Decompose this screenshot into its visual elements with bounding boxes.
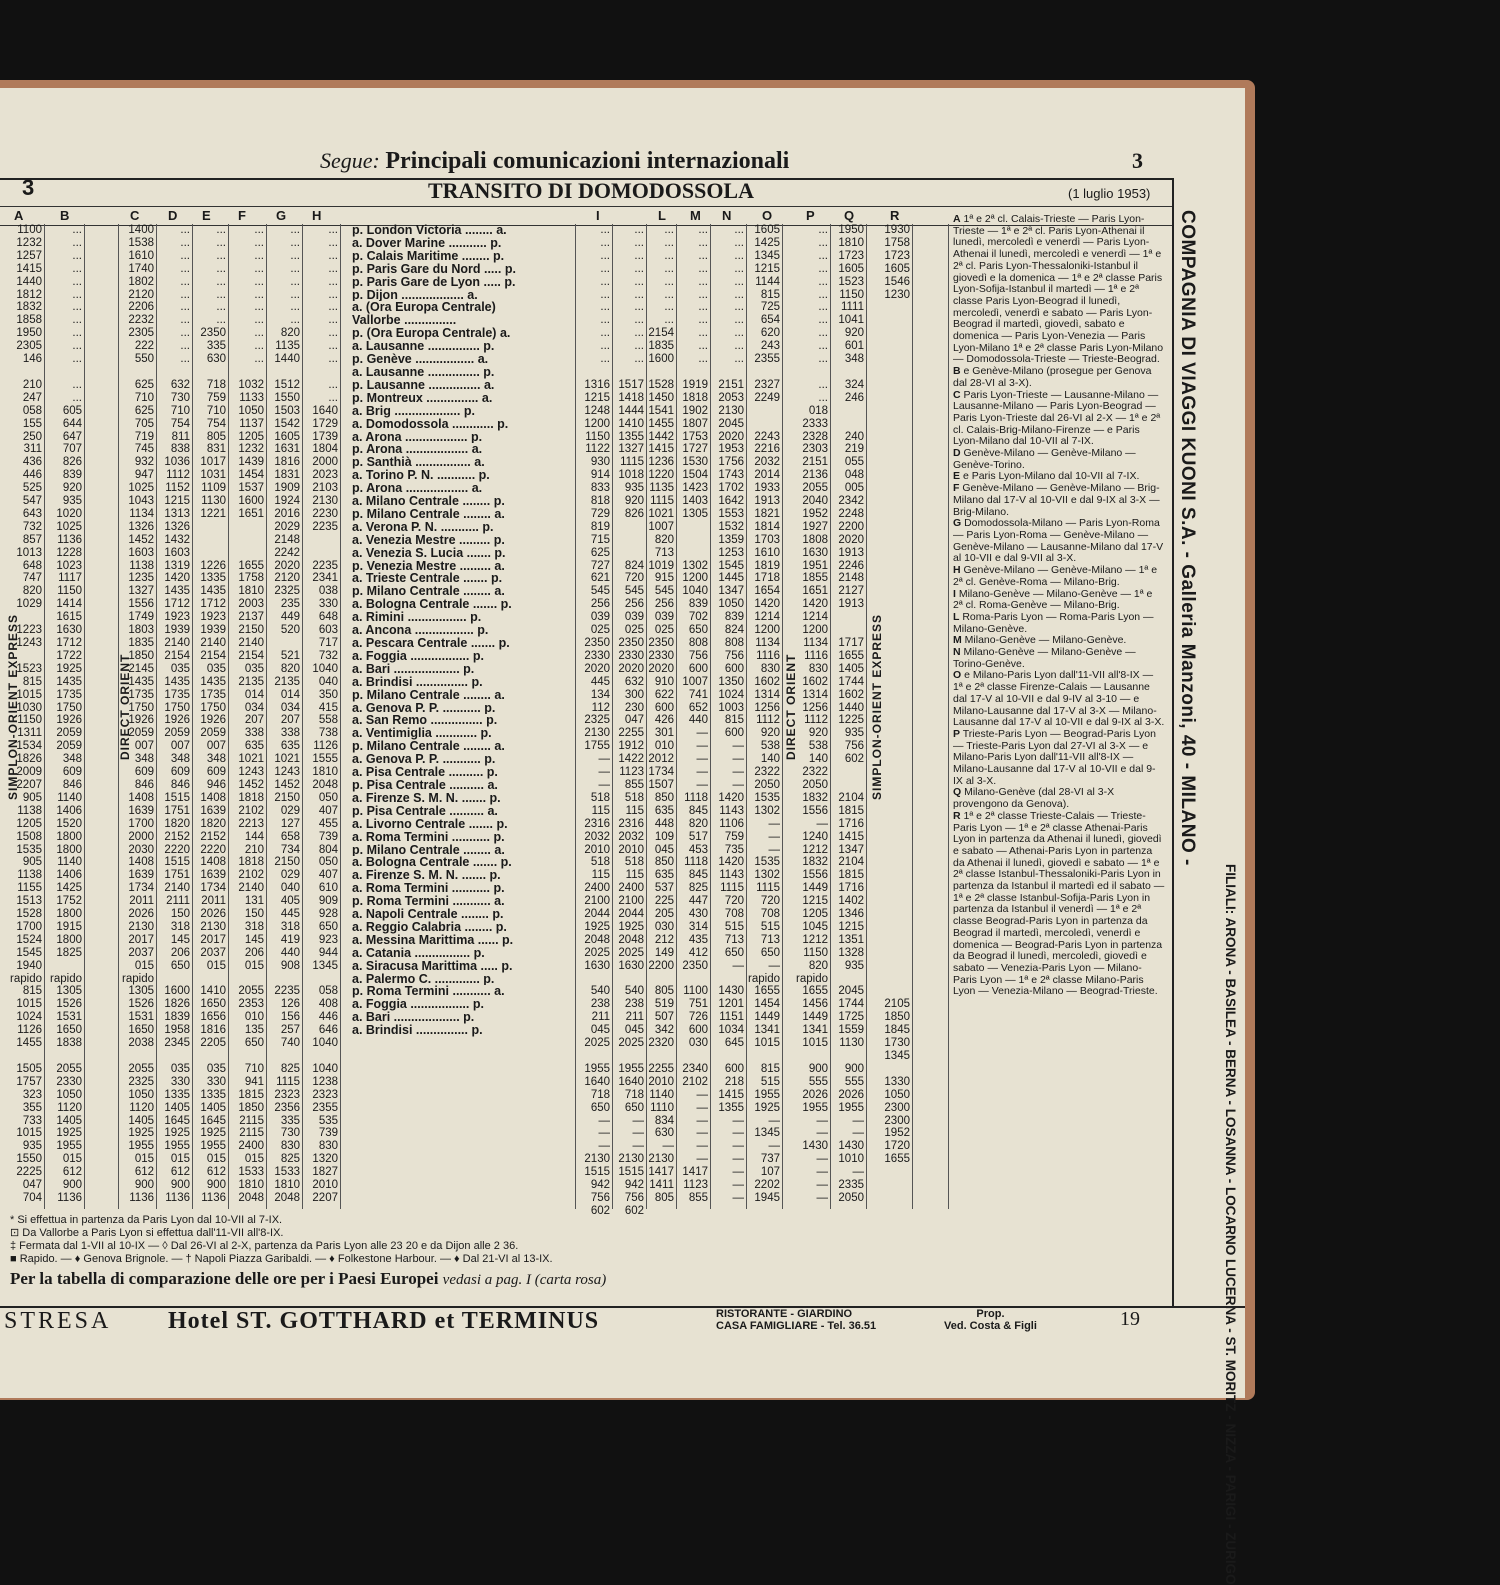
col-divider <box>746 224 747 1209</box>
col-divider <box>676 224 677 1209</box>
station-row: a. Livorno Centrale ....... p. <box>352 817 508 831</box>
advert-hotel: Hotel ST. GOTTHARD et TERMINUS <box>168 1308 600 1334</box>
station-row: a. Torino P. N. ........... p. <box>352 469 490 483</box>
page-number-bottom: 19 <box>1120 1308 1140 1330</box>
station-row: a. Roma Termini ........... p. <box>352 882 505 896</box>
col-header-C: C <box>130 208 140 223</box>
station-row: a. Ventimiglia ............ p. <box>352 727 492 741</box>
station-row: a. Domodossola ............ p. <box>352 417 509 431</box>
times-col-Q: ... ... ... ... ... ... ... ... ... ... ... ... ... 018 2333 2328 2303 2151 2136 2055 2040 1952 1927 1808 1630 1951 1855 1651 1420 1214 1200 1134 1116 830 1602 1314 1256 1112 920 538 140 2322 2050 1832 1556 — 1240 1212 1832 1556 1449 1215 1205 1045 1212 1150 820 rapido 1655 1456 1449 1341 1015 900 555 2026 1955 — — 1430 — — — — <box>796 224 828 1204</box>
station-row: a. Venezia S. Lucia ....... p. <box>352 546 506 560</box>
note-key: Q <box>953 786 962 799</box>
note-text: Paris Lyon-Trieste — Lausanne-Milano — Lausanne-Milano — Paris Lyon-Beograd — Paris Lyon-Trieste dal 26-VI al 2-X — 1ª e 2ª cl. Calais-Brig-Milano-Firenze — e Paris Lyon-Milano dal 10-VII al 7-IX. <box>953 388 1161 448</box>
station-row: a. Bologna Centrale ....... p. <box>352 598 512 612</box>
station-row: p. Venezia Mestre ......... a. <box>352 559 505 573</box>
times-col-R: 1950 1810 1723 1605 1523 1150 1111 1041 920 601 348 324 246 240 219 055 048 005 2342 2248 2200 2020 1913 2246 2148 2127 1913 1717 1655 1405 1744 1602 1440 1225 935 756 602 2104 1815 1716 1415 1347 2104 1815 1716 1402 1346 1215 1351 1328 935 2045 1744 1725 1559 1130 900 555 2026 1955 — — 1430 1010 — 2335 2050 <box>838 224 864 1204</box>
station-row: p. Santhià ................ a. <box>352 456 485 470</box>
direct-orient-label-left: DIRECT ORIENT <box>118 653 132 760</box>
note-text: Milano-Genève — Milano-Genève — Torino-Genève. <box>953 646 1136 670</box>
station-row: a. Genova P. P. ........... p. <box>352 753 496 767</box>
note-key: C <box>953 388 961 401</box>
col-header-R: R <box>890 208 900 223</box>
note-entry <box>953 729 1165 788</box>
col-header-A: A <box>14 208 24 223</box>
col-divider <box>302 224 303 1209</box>
col-divider <box>948 224 949 1209</box>
train-notes <box>953 214 1165 998</box>
footnote-line: ■ Rapido. — ♦ Genova Brignole. — † Napoli Piazza Garibaldi. — ♦ Folkestone Harbour. — ♦ Dal 21-VI al 13-IX. <box>10 1253 553 1265</box>
times-col-B: ... ... ... ... ... ... ... ... ... ... ... ... ... 605 644 647 707 826 839 920 935 1020 1025 1136 1228 1023 1117 1150 1414 1615 1630 1712 1722 1925 1435 1735 1750 1926 2059 2059 348 609 846 1140 1406 1520 1800 1800 1140 1406 1425 1752 1800 1915 1800 1825 rapido 1305 1526 1531 1650 1838 2055 2330 1050 1120 1405 1925 1955 015 612 900 1136 <box>50 224 82 1204</box>
note-entry <box>953 483 1165 518</box>
station-row: a. Brindisi ............... p. <box>352 675 483 689</box>
table-number: 3 <box>22 175 35 200</box>
station-row: a. Messina Marittima ...... p. <box>352 933 514 947</box>
col-header-F: F <box>238 208 246 223</box>
station-row: p. Pisa Centrale .......... a. <box>352 778 498 792</box>
station-row: a. Pisa Centrale .......... p. <box>352 766 498 779</box>
station-row: a. Bologna Centrale ....... p. <box>352 856 512 870</box>
station-row: p. Montreux ............... a. <box>352 391 493 405</box>
branches-band <box>1200 178 1240 1585</box>
col-header-H: H <box>312 208 322 223</box>
note-text: 1ª e 2ª classe Trieste-Calais — Trieste-Paris Lyon — 1ª e 2ª classe Athenai-Paris Lyon in partenza da Athenai il lunedì, giovedì e sabato — Athenai-Paris Lyon in partenza da Athenai il lunedì, giovedì e sabato — 1ª e 2ª classe Istanbul-Thessaloniki-Paris Lyon in partenza da Istanbul il martedì ed il sabato — 1ª e 2ª classe Istanbul-Sofija-Paris Lyon in partenza da Istanbul il venerdì — 1ª e 2ª classe Beograd-Paris Lyon in partenza da Beograd il martedì, mercoledì, venerdì e domenica — Beograd-Paris Lyon in partenza da Beograd il lunedì, mercoledì, giovedì e sabato — Venezia-Paris Lyon — Milano-Paris Lyon — 1ª e 2ª classe Milano-Paris Lyon — Venezia-Milano — Beograd-Trieste. <box>953 809 1165 998</box>
times-col-I: ... ... ... ... ... ... ... ... ... ... ... 1316 1215 1248 1200 1150 1122 930 914 833 818 729 819 715 625 727 621 545 256 039 025 2350 2330 2020 445 134 112 2325 2130 1755 — — — 518 115 2316 2032 2010 518 115 2400 2100 2044 1925 2048 2025 1630 540 238 211 045 2025 1955 1640 718 650 — — — 2130 1515 942 756 602 <box>584 224 610 1217</box>
note-text: Domodossola-Milano — Paris Lyon-Roma — Paris Lyon-Roma — Genève-Milano — Genève-Milano — Lausanne-Milano dal 17-V al 10-VII e dal 9-VII al 3-X. <box>953 517 1164 565</box>
note-key: F <box>953 482 960 495</box>
note-text: Trieste-Paris Lyon — Beograd-Paris Lyon — Trieste-Paris Lyon dal 27-VI al 3-X — e Milano-Paris Lyon dall'11-VII all'8-IX — Milano-Lausanne dal 17-V al 10-VII e dal 9-IX al 3-X. <box>953 727 1156 787</box>
col-divider <box>156 224 157 1209</box>
note-key: M <box>953 634 962 647</box>
note-text: Milano-Genève (dal 28-VI al 3-X provengono da Genova). <box>953 786 1115 811</box>
station-row: a. Genova P. P. ........... p. <box>352 701 496 715</box>
table-date: (1 luglio 1953) <box>1068 186 1151 201</box>
note-entry <box>953 448 1165 471</box>
station-row: p. Paris Gare du Nord ..... p. <box>352 262 516 276</box>
note-key: L <box>953 610 960 623</box>
station-row: p. Roma Termini ........... a. <box>352 895 505 909</box>
station-row: a. Foggia ................. p. <box>352 998 484 1012</box>
station-row: a. Firenze S. M. N. ....... p. <box>352 869 501 883</box>
note-text: Milano-Genève — Milano-Genève — 1ª e 2ª cl. Roma-Genève — Milano-Brig. <box>953 587 1153 612</box>
note-text: Roma-Paris Lyon — Roma-Paris Lyon — Milano-Genève. <box>953 610 1154 635</box>
station-row: a. Catania ................ p. <box>352 946 485 960</box>
advert-restaurant <box>716 1308 876 1332</box>
note-key: R <box>953 809 961 822</box>
note-entry <box>953 670 1165 729</box>
col-header-L: L <box>658 208 666 223</box>
station-row: a. Napoli Centrale ........ p. <box>352 908 504 921</box>
running-head <box>0 148 1240 176</box>
advert-line1: RISTORANTE - GIARDINO <box>716 1308 853 1320</box>
note-key: P <box>953 727 961 740</box>
station-row: a. Firenze S. M. N. ....... p. <box>352 791 501 805</box>
times-col-F: ... ... ... ... ... ... ... ... ... ... ... 1032 1133 1050 1137 1205 1232 1439 1454 1537 1600 1651 1655 1758 1810 2003 2137 2150 2140 2154 035 2135 014 034 207 338 635 1021 1243 1452 1818 2102 2213 144 210 1818 2102 2140 131 150 318 145 206 015 2055 2353 010 135 650 710 941 1815 1850 2115 2115 2400 015 1533 1810 2048 <box>238 224 264 1204</box>
station-row: a. Lausanne ............... p. <box>352 365 495 379</box>
col-divider <box>228 224 229 1209</box>
station-row: a. Verona P. N. ........... p. <box>352 520 494 534</box>
col-divider <box>830 224 831 1209</box>
note-entry <box>953 390 1165 449</box>
station-row: p. Dijon .................. a. <box>352 288 478 302</box>
footnotes <box>10 1214 950 1291</box>
station-row: a. Siracusa Marittima ..... p. <box>352 959 513 973</box>
station-row: p. Paris Gare de Lyon ..... p. <box>352 275 516 289</box>
station-row: a. Reggio Calabria ........ p. <box>352 920 507 934</box>
station-row: a. Ancona ................. p. <box>352 624 489 637</box>
comparison-note <box>10 1268 950 1291</box>
note-entry <box>953 787 1165 810</box>
table-title: TRANSITO DI DOMODOSSOLA <box>428 178 754 203</box>
station-row: a. Lausanne ............... p. <box>352 340 495 354</box>
advert-proprietor <box>944 1308 1037 1332</box>
station-row: a. Roma Termini ........... p. <box>352 830 505 844</box>
page-number-top: 3 <box>1132 148 1143 173</box>
section-title: Principali comunicazioni internazionali <box>385 148 790 174</box>
note-entry <box>953 589 1165 612</box>
note-text: e Genève-Milano (prosegue per Genova dal 28-VI al 3-X). <box>953 365 1152 389</box>
col-divider <box>340 224 341 1209</box>
times-col-A: 1100 1232 1257 1415 1440 1812 1832 1858 1950 2305 146 210 247 058 155 250 311 436 446 525 547 643 732 857 1013 648 747 820 1029 1223 1243 1523 815 1015 1030 1150 1311 1534 1826 2009 2207 905 1138 1205 1508 1535 905 1138 1155 1513 1528 1700 1524 1545 1940 rapido 815 1015 1024 1126 1455 1505 1757 323 355 733 1015 935 1550 2225 047 704 <box>10 224 42 1204</box>
comparison-note-bold: Per la tabella di comparazione delle ore per i Paesi Europei <box>10 1269 439 1288</box>
note-text: e Milano-Paris Lyon dall'11-VII all'8-IX — 1ª e 2ª classe Firenze-Calais — Lausanne dal 17-V al 10-VII e dal 9-IV al 3-10 — e Milano-Lausanne dal 17-V al 3-X — Milano-Lausanne dal 17-V al 10-VII e dal 9-IX al 3-X. <box>953 669 1165 729</box>
advert-prop-name: Ved. Costa & Figli <box>944 1320 1037 1332</box>
note-key: E <box>953 470 961 483</box>
station-row: p. Genève ................. a. <box>352 353 489 366</box>
station-row: p. Calais Maritime ........ p. <box>352 249 505 263</box>
col-header-E: E <box>202 208 211 223</box>
direct-orient-label-right: DIRECT ORIENT <box>784 653 798 760</box>
station-row: a. Trieste Centrale ....... p. <box>352 572 503 586</box>
times-col-C: 1400 1538 1610 1740 1802 2120 2206 2232 2305 222 550 625 710 625 705 719 745 932 947 1025 1043 1134 1326 1452 1603 1138 1235 1327 1556 1749 1803 1835 1850 2145 1435 1735 1750 1926 2059 007 348 609 846 1408 1639 1700 2000 2030 1408 1639 1734 2011 2026 2130 2017 2037 015 rapido 1305 1526 1531 1650 2038 2055 2325 1050 1120 1405 1925 1955 015 612 900 1136 <box>122 224 154 1204</box>
times-col-P: 1605 1425 1345 1215 1144 815 725 654 620 243 2355 2327 2249 2243 2216 2032 2014 1933 1913 1821 1814 1703 1610 1819 1718 1654 1420 1214 1200 1134 1116 830 1602 1314 1256 1112 920 538 140 2322 2050 1535 1302 — — — 1535 1302 1115 720 708 515 713 650 — rapido 1655 1454 1449 1341 1015 815 515 1955 1925 — 1345 — 737 107 2202 1945 <box>748 224 780 1204</box>
note-text: Genève-Milano — Genève-Milano — 1ª e 2ª cl. Genève-Roma — Milano-Brig. <box>953 564 1158 588</box>
note-text: Genève-Milano — Genève-Milano — Brig-Milano dal 17-V al 10-VII e dal 9-IX al 3-X — Brig-Milano. <box>953 482 1160 518</box>
station-row: p. London Victoria ........ a. <box>352 224 507 237</box>
note-entry <box>953 518 1165 565</box>
comparison-note-italic: vedasi a pag. I (carta rosa) <box>442 1272 607 1288</box>
note-entry <box>953 612 1165 635</box>
station-row: p. Milano Centrale ........ a. <box>352 688 505 702</box>
footnote-line: ⊡ Da Vallorbe a Paris Lyon si effettua dall'11-VII all'8-IX. <box>10 1227 284 1239</box>
col-header-D: D <box>168 208 178 223</box>
station-row: p. Milano Centrale ........ a. <box>352 843 505 857</box>
station-row: a. Brig ................... p. <box>352 404 475 418</box>
note-text: Milano-Genève — Milano-Genève. <box>964 634 1127 647</box>
note-text: Genève-Milano — Genève-Milano — Genève-Torino. <box>953 447 1136 471</box>
station-row: p. Pisa Centrale .......... a. <box>352 804 498 818</box>
note-entry <box>953 366 1165 389</box>
station-row: p. Milano Centrale ........ a. <box>352 507 505 521</box>
agency-text: COMPAGNIA DI VIAGGI KUONI S.A. - Galleria Manzoni, 40 - MILANO - <box>1177 210 1198 866</box>
col-divider <box>192 224 193 1209</box>
station-row: p. Milano Centrale ........ a. <box>352 585 505 599</box>
col-divider <box>782 224 783 1209</box>
col-header-I: I <box>596 208 600 223</box>
station-row: a. Arona .................. p. <box>352 430 483 444</box>
note-key: N <box>953 646 961 659</box>
note-entry <box>953 565 1165 588</box>
note-text: 1ª e 2ª cl. Calais-Trieste — Paris Lyon-Trieste — 1ª e 2ª cl. Paris Lyon-Athenai il lunedì, mercoledì e venerdì — Paris Lyon-Athenai il lunedì, mercoledì e venerdì — 1ª e 2ª cl. Paris Lyon-Thessaloniki-Istanbul il giovedì e la domenica — 1ª e 2ª classe Paris Lyon-Sofija-Istanbul il martedì — 1ª e 2ª classe Paris Lyon-Beograd il lunedì, mercoledì, venerdì e sabato — Paris Lyon-Beograd il martedì, giovedì, sabato e domenica — Paris Lyon-Venezia — Paris Lyon-Milano 1ª e 2ª classe Paris Lyon-Milano — Domodossola-Trieste — Trieste-Beograd. <box>953 213 1164 366</box>
station-row: a. Venezia Mestre ......... p. <box>352 533 505 547</box>
station-list <box>352 224 542 1037</box>
note-key: G <box>953 517 962 530</box>
station-row: a. San Remo ............... p. <box>352 714 498 728</box>
times-col-S: 1930 1758 1723 1605 1546 1230 2105 1850 1845 1730 1345 1330 1050 2300 2300 1952 1720 1655 <box>884 224 910 1166</box>
station-row: a. Bari ................... p. <box>352 662 475 676</box>
advert-prop-label: Prop. <box>976 1308 1005 1320</box>
col-divider <box>866 224 867 1209</box>
col-divider <box>646 224 647 1209</box>
station-row: p. Milano Centrale ........ a. <box>352 740 505 754</box>
times-col-E: ... ... ... ... ... ... ... ... 2350 335 630 718 759 710 754 805 831 1017 1031 1109 1130 1221 1226 1335 1435 1712 1923 1939 2140 2154 035 1435 1735 1750 1926 2059 007 348 609 946 1408 1639 1820 2152 2220 1408 1639 1734 2011 2026 2130 2017 2037 015 1410 1650 1656 1816 2205 035 330 1335 1405 1645 1925 1955 015 612 900 1136 <box>200 224 226 1204</box>
col-header-O: O <box>762 208 773 223</box>
agency-band <box>1172 178 1198 1308</box>
note-entry <box>953 647 1165 670</box>
note-text: e Paris Lyon-Milano dal 10-VII al 7-IX. <box>962 470 1140 483</box>
station-row: a. Palermo C. ............. p. <box>352 972 495 986</box>
station-row: p. (Ora Europa Centrale) a. <box>352 327 511 341</box>
col-header-N: N <box>722 208 732 223</box>
times-col-M: ... ... ... ... ... ... ... ... 2154 1835 1600 1528 1450 1541 1455 1442 1415 1236 1220 1135 1115 1021 1007 820 713 1019 915 545 256 039 025 2350 2330 2020 910 622 600 426 301 010 2012 1734 1507 850 635 448 109 045 850 635 537 225 205 030 212 149 2200 805 519 507 342 2320 2255 2010 1140 1110 834 630 — 2130 1417 1411 805 <box>648 224 674 1204</box>
station-row: a. Foggia ................. p. <box>352 649 484 663</box>
footnote-line: ‡ Fermata dal 1-VII al 10-IX — ◊ Dal 26-VI al 2-X, partenza da Paris Lyon alle 23 20 e da Dijon alle 2 36. <box>10 1240 519 1252</box>
simplon-orient-label-right: SIMPLON-ORIENT EXPRESS <box>870 613 884 800</box>
station-row: p. Roma Termini ........... a. <box>352 985 505 999</box>
times-col-O: ... ... ... ... ... ... ... ... ... ... ... 2151 2053 2130 2045 2020 1953 1756 1743 1702 1642 1553 1532 1359 1253 1545 1445 1347 1050 839 824 808 756 600 1350 1024 1003 815 600 — — — — 1420 1143 1106 759 735 1420 1143 1115 720 708 515 713 650 — 1430 1201 1151 1034 645 600 218 1415 1355 — — — — — — — <box>718 224 744 1204</box>
times-col-H: ... ... ... ... ... ... ... ... ... ... ... ... ... 1640 1729 1739 1804 2000 2023 2103 2130 2230 2235 2235 2341 038 330 648 603 717 732 1040 040 350 415 558 738 1126 1555 1810 2048 050 407 455 739 804 050 407 610 909 928 650 923 944 1345 058 408 446 646 1040 1040 1238 2323 2355 535 739 830 1320 1827 2010 2207 <box>312 224 338 1204</box>
running-head-title <box>320 148 789 175</box>
station-row: a. Milano Centrale ........ p. <box>352 495 505 508</box>
advert-town: STRESA <box>4 1308 112 1334</box>
station-row: a. Bari ................... p. <box>352 1011 475 1025</box>
col-header-Q: Q <box>844 208 855 223</box>
col-divider <box>44 224 45 1209</box>
station-row: Vallorbe ............... <box>352 314 457 328</box>
note-key: I <box>953 587 956 600</box>
simplon-orient-label: SIMPLON-ORIENT EXPRESS <box>6 613 20 800</box>
segue-label: Segue: <box>320 148 380 173</box>
footnote-line: * Si effettua in partenza da Paris Lyon dal 10-VII al 7-IX. <box>10 1214 283 1226</box>
advert-line2: CASA FAMIGLIARE - Tel. 36.51 <box>716 1320 877 1332</box>
col-divider <box>710 224 711 1209</box>
col-divider <box>266 224 267 1209</box>
note-key: H <box>953 564 961 577</box>
col-divider <box>84 224 85 1209</box>
times-col-G: ... ... ... ... ... ... ... ... 820 1135 1440 1512 1550 1503 1542 1605 1631 1816 1831 1909 1924 2016 2029 2148 2242 2020 2120 2325 235 449 520 521 820 2135 014 034 207 338 635 1021 1243 1452 2150 029 127 658 734 2150 029 040 405 445 318 419 440 908 2235 126 156 257 740 825 1115 2323 2356 335 730 830 825 1533 1810 2048 <box>274 224 300 1204</box>
branches-text: FILIALI: ARONA - BASILEA - BERNA - LOSANNA - LOCARNO LUCERNA - ST. MORITZ - NIZZA - PARIGI - ZURIGO <box>1223 864 1238 1585</box>
col-divider <box>612 224 613 1209</box>
col-header-G: G <box>276 208 287 223</box>
note-key: D <box>953 447 961 460</box>
station-row: p. Arona .................. a. <box>352 482 483 496</box>
station-row: p. Lausanne ............... a. <box>352 378 495 392</box>
station-row: a. Rimini ................. p. <box>352 611 482 625</box>
col-header-P: P <box>806 208 815 223</box>
note-entry <box>953 214 1165 366</box>
station-row: a. Brindisi ............... p. <box>352 1024 483 1038</box>
note-key: O <box>953 669 962 682</box>
note-key: A <box>953 213 961 225</box>
col-divider <box>912 224 913 1209</box>
note-entry <box>953 811 1165 998</box>
times-col-N: ... ... ... ... ... ... ... ... ... ... ... 1919 1818 1902 1807 1753 1727 1530 1504 1423 1403 1305 1302 1200 1040 839 702 650 808 756 600 1007 741 652 440 — — — — — 1118 845 820 517 453 1118 845 825 447 430 314 435 412 2350 1100 751 726 600 030 2340 2102 — — — — — — 1417 1123 855 <box>682 224 708 1204</box>
station-row: a. Dover Marine ........... p. <box>352 236 502 250</box>
col-header-M: M <box>690 208 701 223</box>
col-header-B: B <box>60 208 70 223</box>
times-col-L: ... ... ... ... ... ... ... ... ... ... ... 1517 1418 1444 1410 1355 1327 1115 1018 935 920 826 824 720 545 256 039 025 2350 2330 2020 632 300 230 047 2255 1912 1422 1123 855 518 115 2316 2032 2010 518 115 2400 2100 2044 1925 2048 2025 1630 540 238 211 045 2025 1955 1640 718 650 — — — 2130 1515 942 756 602 <box>618 224 644 1217</box>
hotel-advert <box>0 1306 1245 1338</box>
station-row: a. Pescara Centrale ....... p. <box>352 637 510 650</box>
note-key: B <box>953 365 961 378</box>
station-row: p. Arona .................. a. <box>352 443 483 457</box>
station-row: a. (Ora Europa Centrale) <box>352 301 496 315</box>
times-col-D: ... ... ... ... ... ... ... ... ... ... ... 632 730 710 754 811 838 1036 1112 1152 1215 1313 1326 1432 1603 1319 1420 1435 1712 1923 1939 2140 2154 035 1435 1735 1750 1926 2059 007 348 609 846 1515 1751 1820 2152 2220 1515 1751 2140 2111 150 318 145 206 650 1600 1826 1839 1958 2345 035 330 1335 1405 1645 1925 1955 015 612 900 1136 <box>164 224 190 1204</box>
